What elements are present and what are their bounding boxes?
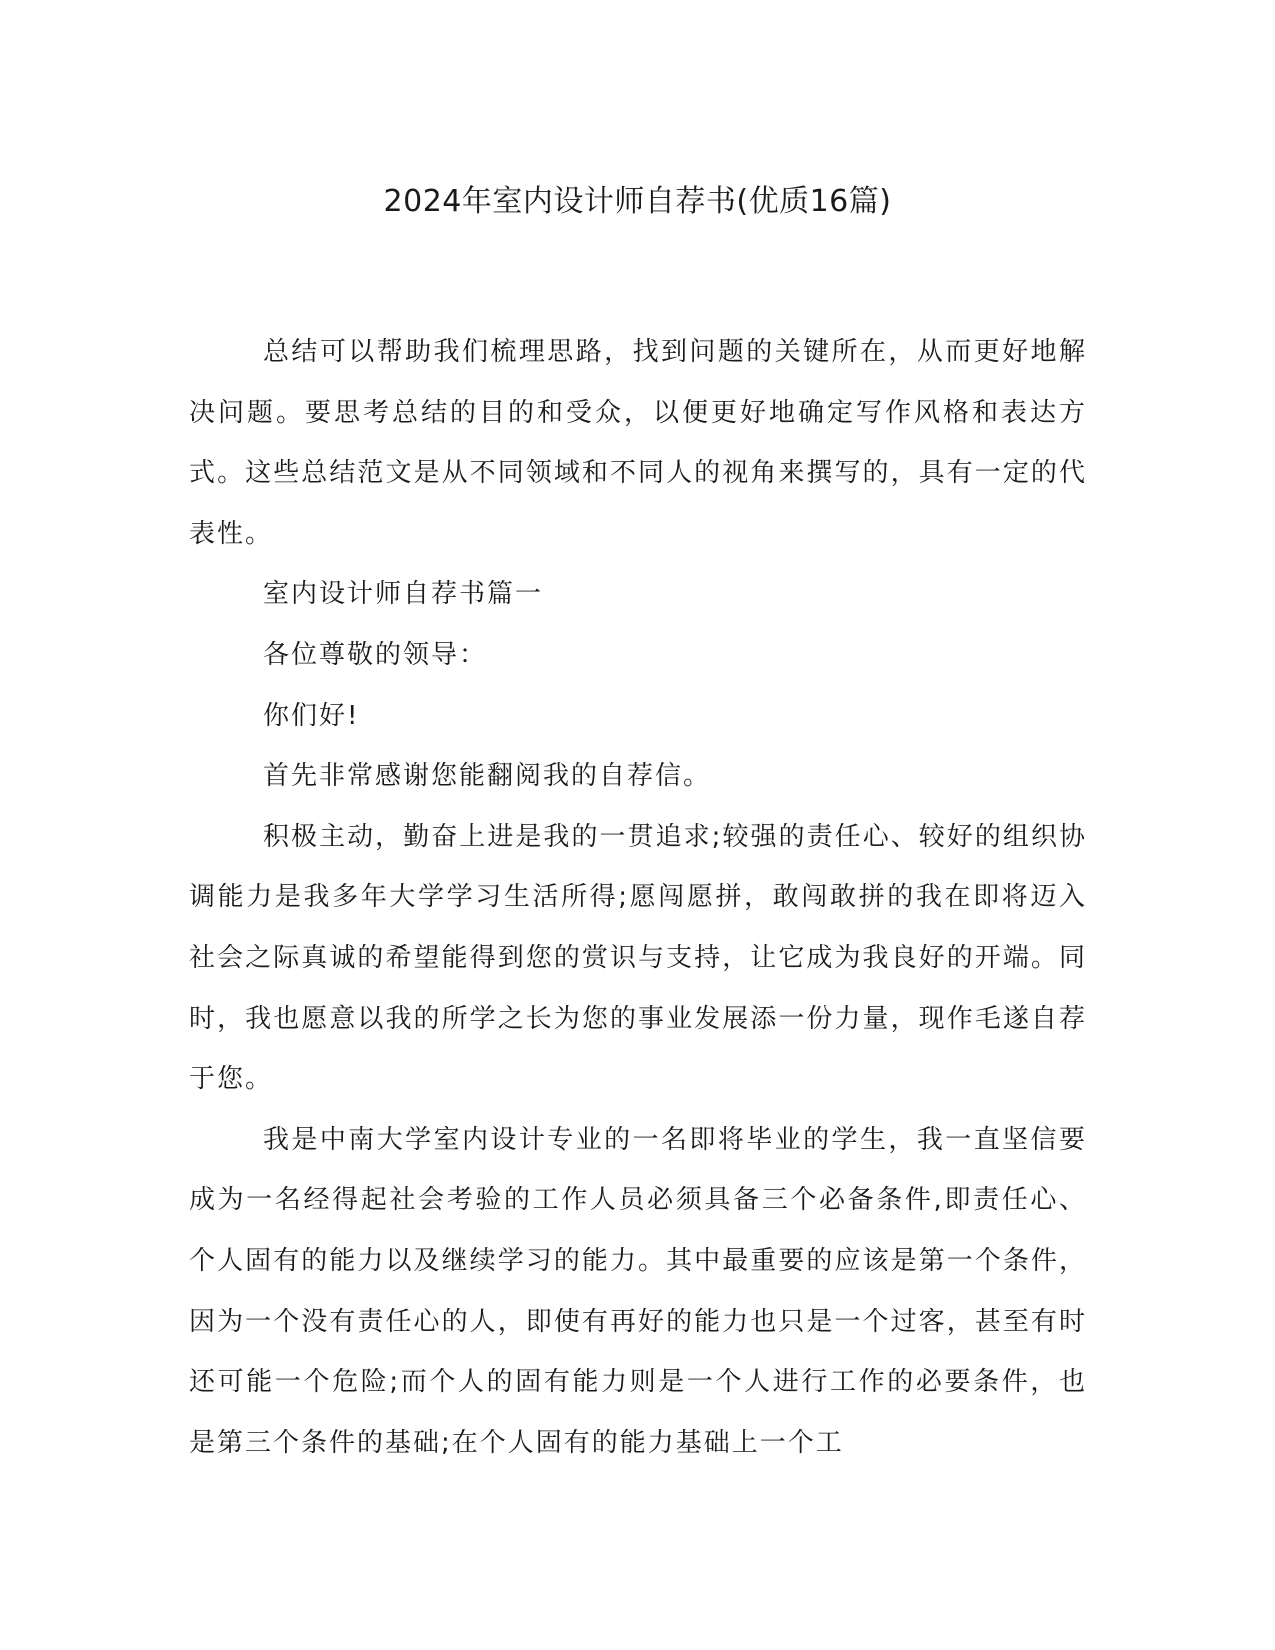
paragraph-background: 我是中南大学室内设计专业的一名即将毕业的学生，我一直坚信要成为一名经得起社会考验的工作人员必须具备三个必备条件,即责任心、个人固有的能力以及继续学习的能力。其中最重要的应该是第一个条件，因为一个没有责任心的人，即使有再好的能力也只是一个过客，甚至有时还可能一个危险;而个人的固有能力则是一个人进行工作的必要条件，也是第三个条件的基础;在个人固有的能力基础上一个工	[189, 1124, 1087, 1458]
paragraph-intro: 总结可以帮助我们梳理思路，找到问题的关键所在，从而更好地解决问题。要思考总结的目的和受众，以便更好地确定写作风格和表达方式。这些总结范文是从不同领域和不同人的视角来撰写的，具有一定的代表性。	[189, 337, 1087, 549]
section-heading: 室内设计师自荐书篇一	[263, 579, 544, 610]
paragraph-thanks: 首先非常感谢您能翻阅我的自荐信。	[263, 761, 712, 792]
greeting: 你们好!	[263, 700, 360, 731]
document-body	[189, 322, 1087, 1473]
paragraph-self-intro: 积极主动，勤奋上进是我的一贯追求;较强的责任心、较好的组织协调能力是我多年大学学习生活所得;愿闯愿拼，敢闯敢拼的我在即将迈入社会之际真诚的希望能得到您的赏识与支持，让它成为我良好的开端。同时，我也愿意以我的所学之长为您的事业发展添一份力量，现作毛遂自荐于您。	[189, 821, 1087, 1095]
salutation: 各位尊敬的领导：	[263, 639, 488, 670]
document-title: 2024年室内设计师自荐书(优质16篇)	[383, 184, 892, 219]
